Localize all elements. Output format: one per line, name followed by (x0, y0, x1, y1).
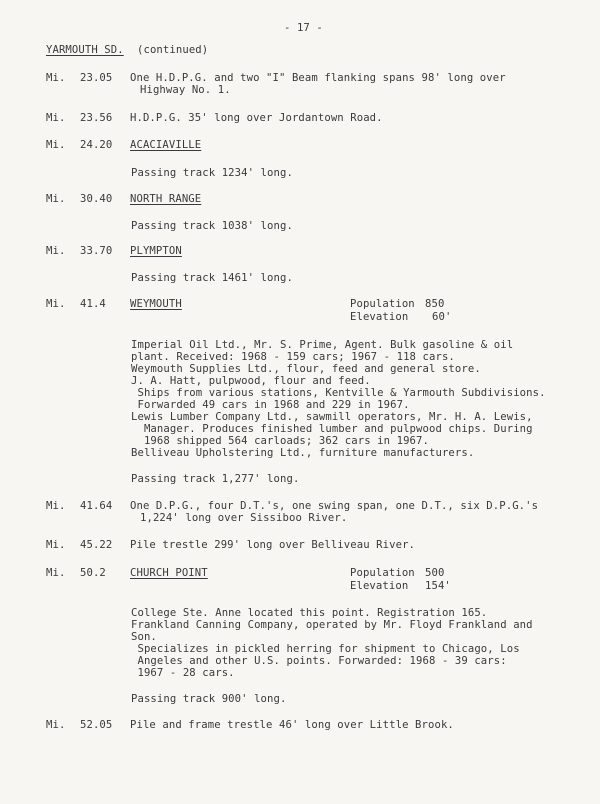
milepost: 33.70 (80, 245, 113, 257)
passing-track: Passing track 1,277' long. (131, 473, 300, 485)
elevation-value: 60' (432, 311, 452, 323)
block-line: 1968 shipped 564 carloads; 362 cars in 1967. (131, 435, 429, 447)
mile-prefix: Mi. (46, 72, 66, 84)
population-value: 500 (425, 567, 445, 579)
entry-line: Highway No. 1. (140, 84, 231, 96)
elevation-label: Elevation (350, 311, 409, 323)
station-name: CHURCH POINT (130, 567, 208, 579)
mile-prefix: Mi. (46, 298, 66, 310)
milepost: 50.2 (80, 567, 106, 579)
milepost: 45.22 (80, 539, 113, 551)
block-line: Ships from various stations, Kentville & Yarmouth Subdivisions. (131, 387, 546, 399)
milepost: 30.40 (80, 193, 113, 205)
milepost: 23.56 (80, 112, 113, 124)
block-line: Manager. Produces finished lumber and pulpwood chips. During (131, 423, 533, 435)
milepost: 24.20 (80, 139, 113, 151)
block-line: 1967 - 28 cars. (131, 667, 235, 679)
entry-line: H.D.P.G. 35' long over Jordantown Road. (130, 112, 383, 124)
entry-line: 1,224' long over Sissiboo River. (140, 512, 348, 524)
page-number: - 17 - (284, 22, 323, 34)
block-line: Imperial Oil Ltd., Mr. S. Prime, Agent. Bulk gasoline & oil (131, 339, 514, 351)
block-line: Belliveau Upholstering Ltd., furniture manufacturers. (131, 447, 475, 459)
elevation-label: Elevation (350, 580, 409, 592)
mile-prefix: Mi. (46, 719, 66, 731)
elevation-value: 154' (425, 580, 451, 592)
section-title: YARMOUTH SD. (46, 44, 124, 56)
mile-prefix: Mi. (46, 567, 66, 579)
block-line: plant. Received: 1968 - 159 cars; 1967 - 118 cars. (131, 351, 455, 363)
block-line: College Ste. Anne located this point. Registration 165. (131, 607, 488, 619)
block-line: J. A. Hatt, pulpwood, flour and feed. (131, 375, 371, 387)
block-line: Specializes in pickled herring for shipment to Chicago, Los (131, 643, 520, 655)
block-line: Forwarded 49 cars in 1968 and 229 in 1967. (131, 399, 410, 411)
passing-track: Passing track 1038' long. (131, 220, 293, 232)
entry-line: One D.P.G., four D.T.'s, one swing span, one D.T., six D.P.G.'s (130, 500, 539, 512)
block-line: Angeles and other U.S. points. Forwarded: 1968 - 39 cars: (131, 655, 507, 667)
mile-prefix: Mi. (46, 139, 66, 151)
population-label: Population (350, 567, 415, 579)
entry-line: Pile and frame trestle 46' long over Little Brook. (130, 719, 454, 731)
milepost: 23.05 (80, 72, 113, 84)
milepost: 41.64 (80, 500, 113, 512)
population-label: Population (350, 298, 415, 310)
entry-line: One H.D.P.G. and two "I" Beam flanking spans 98' long over (130, 72, 506, 84)
passing-track: Passing track 1234' long. (131, 167, 293, 179)
block-line: Weymouth Supplies Ltd., flour, feed and general store. (131, 363, 481, 375)
station-name: WEYMOUTH (130, 298, 182, 310)
mile-prefix: Mi. (46, 500, 66, 512)
milepost: 52.05 (80, 719, 113, 731)
entry-line: Pile trestle 299' long over Belliveau River. (130, 539, 416, 551)
milepost: 41.4 (80, 298, 106, 310)
block-line: Lewis Lumber Company Ltd., sawmill operators, Mr. H. A. Lewis, (131, 411, 533, 423)
mile-prefix: Mi. (46, 112, 66, 124)
station-name: ACACIAVILLE (130, 139, 202, 151)
mile-prefix: Mi. (46, 245, 66, 257)
block-line: Frankland Canning Company, operated by Mr. Floyd Frankland and (131, 619, 533, 631)
station-name: PLYMPTON (130, 245, 182, 257)
passing-track: Passing track 1461' long. (131, 272, 293, 284)
mile-prefix: Mi. (46, 539, 66, 551)
population-value: 850 (425, 298, 445, 310)
block-line: Son. (131, 631, 157, 643)
passing-track: Passing track 900' long. (131, 693, 287, 705)
station-name: NORTH RANGE (130, 193, 202, 205)
mile-prefix: Mi. (46, 193, 66, 205)
section-suffix: (continued) (137, 44, 209, 56)
